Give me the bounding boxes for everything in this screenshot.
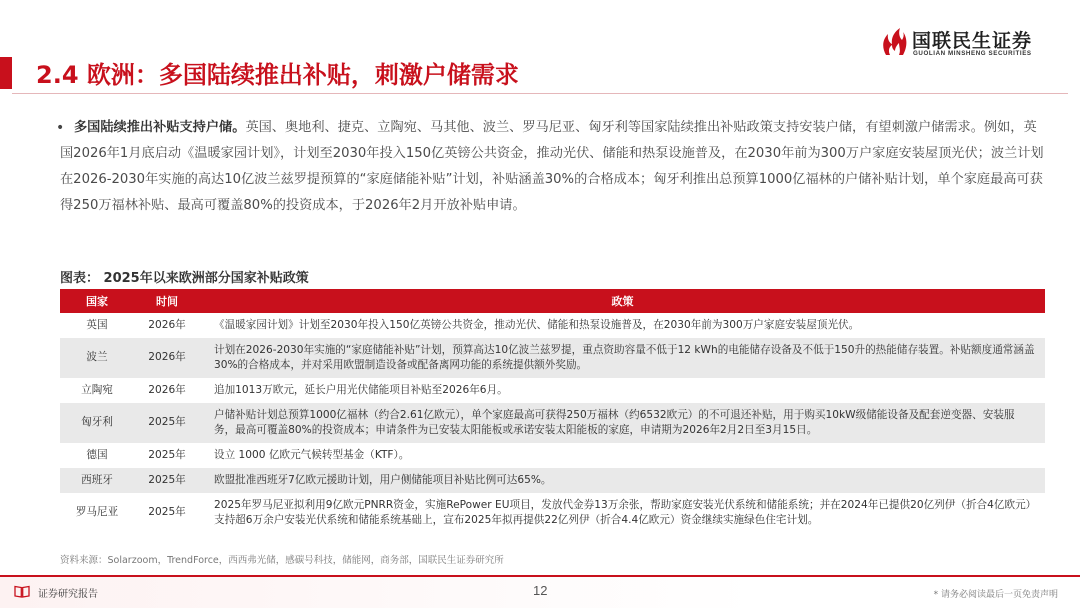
subsidy-policy-table xyxy=(60,289,1045,533)
cell-policy: 计划在2026-2030年实施的“家庭储能补贴”计划，预算高达10亿波兰兹罗提，重点资助容量不低于12 kWh的电能储存设备及不低于150升的热能储存装置。补贴额度通常涵盖30%的合格成本，并对采用欧盟制造设备或配备离网功能的系统提供额外奖励。 xyxy=(200,338,1045,378)
table-row xyxy=(60,403,1045,443)
cell-time: 2026年 xyxy=(134,313,200,338)
figure-caption: 图表： 2025年以来欧洲部分国家补贴政策 xyxy=(60,271,309,286)
table-row xyxy=(60,468,1045,493)
open-book-icon xyxy=(14,585,30,598)
cell-country: 英国 xyxy=(60,313,134,338)
header-policy: 政策 xyxy=(200,289,1045,313)
cell-country: 立陶宛 xyxy=(60,378,134,403)
page-number: 12 xyxy=(533,583,548,598)
title-accent-bar xyxy=(0,57,12,89)
table-row xyxy=(60,338,1045,378)
cell-time: 2026年 xyxy=(134,378,200,403)
cell-country: 德国 xyxy=(60,443,134,468)
company-logo xyxy=(880,24,1050,60)
footer-report-label: 证券研究报告 xyxy=(38,589,98,600)
header-country: 国家 xyxy=(60,289,134,313)
table-row xyxy=(60,443,1045,468)
red-torch-logo-icon xyxy=(880,26,908,56)
table-header-row xyxy=(60,289,1045,313)
cell-country: 罗马尼亚 xyxy=(60,493,134,533)
page-title: 2.4 欧洲：多国陆续推出补贴，刺激户储需求 xyxy=(36,61,519,89)
table-row xyxy=(60,378,1045,403)
cell-country: 西班牙 xyxy=(60,468,134,493)
cell-policy: 户储补贴计划总预算1000亿福林（约合2.61亿欧元），单个家庭最高可获得250万福林（约6532欧元）的不可退还补贴，用于购买10kW级储能设备及配套逆变器、安装服务，最高可覆盖80%的投资成本；申请条件为已安装太阳能板或承诺安装太阳能板的家庭，申请期为2026年2月2日至3月15日。 xyxy=(200,403,1045,443)
cell-policy: 2025年罗马尼亚拟利用9亿欧元PNRR资金，实施RePower EU项目，发放代金券13万余张，帮助家庭安装光伏系统和储能系统；并在2024年已提供20亿列伊（折合4亿欧元）支持超6万余户安装光伏系统和储能系统基础上，宣布2025年拟再提供22亿列伊（折合4.4亿欧元）资金继续实施绿色住宅计划。 xyxy=(200,493,1045,533)
cell-policy: 欧盟批准西班牙7亿欧元援助计划，用户侧储能项目补贴比例可达65%。 xyxy=(200,468,1045,493)
cell-country: 波兰 xyxy=(60,338,134,378)
paragraph-text: 英国、奥地利、捷克、立陶宛、马其他、波兰、罗马尼亚、匈牙利等国家陆续推出补贴政策支持安装户储，有望刺激户储需求。例如，英国2026年1月底启动《温暖家园计划》，计划至2030年投入150亿英镑公共资金，推动光伏、储能和热泵设施普及，在2030年前为300万户家庭安装屋顶光伏；波兰计划在2026-2030年实施的高达10亿波兰兹罗提预算的“家庭储能补贴”计划，补贴涵盖30%的合格成本；匈牙利推出总预算1000亿福林的户储补贴计划，单个家庭最高可获得250万福林补贴、最高可覆盖80%的投资成本，于2026年2月开放补贴申请。 xyxy=(60,120,1044,213)
table-row xyxy=(60,313,1045,338)
cell-time: 2025年 xyxy=(134,468,200,493)
title-divider xyxy=(12,93,1068,94)
cell-time: 2025年 xyxy=(134,443,200,468)
cell-time: 2026年 xyxy=(134,338,200,378)
data-source-note: 资料来源：Solarzoom，TrendForce，西西弗光储，感碳号科技，储能网，商务部，国联民生证券研究所 xyxy=(60,555,504,566)
table-row xyxy=(60,493,1045,533)
bullet-point: • xyxy=(56,120,65,136)
logo-chinese-name: 国联民生证券 xyxy=(912,30,1033,52)
paragraph-lead: 多国陆续推出补贴支持户储。 xyxy=(74,120,246,135)
cell-policy: 设立 1000 亿欧元气候转型基金（KTF）。 xyxy=(200,443,1045,468)
cell-country: 匈牙利 xyxy=(60,403,134,443)
disclaimer-note: * 请务必阅读最后一页免责声明 xyxy=(933,590,1058,600)
cell-time: 2025年 xyxy=(134,493,200,533)
page-footer xyxy=(0,575,1080,608)
header-time: 时间 xyxy=(134,289,200,313)
body-paragraph xyxy=(56,115,1045,219)
logo-english-name: GUOLIAN MINSHENG SECURITIES xyxy=(913,50,1032,57)
cell-time: 2025年 xyxy=(134,403,200,443)
cell-policy: 《温暖家园计划》计划至2030年投入150亿英镑公共资金，推动光伏、储能和热泵设施普及，在2030年前为300万户家庭安装屋顶光伏。 xyxy=(200,313,1045,338)
cell-policy: 追加1013万欧元，延长户用光伏储能项目补贴至2026年6月。 xyxy=(200,378,1045,403)
